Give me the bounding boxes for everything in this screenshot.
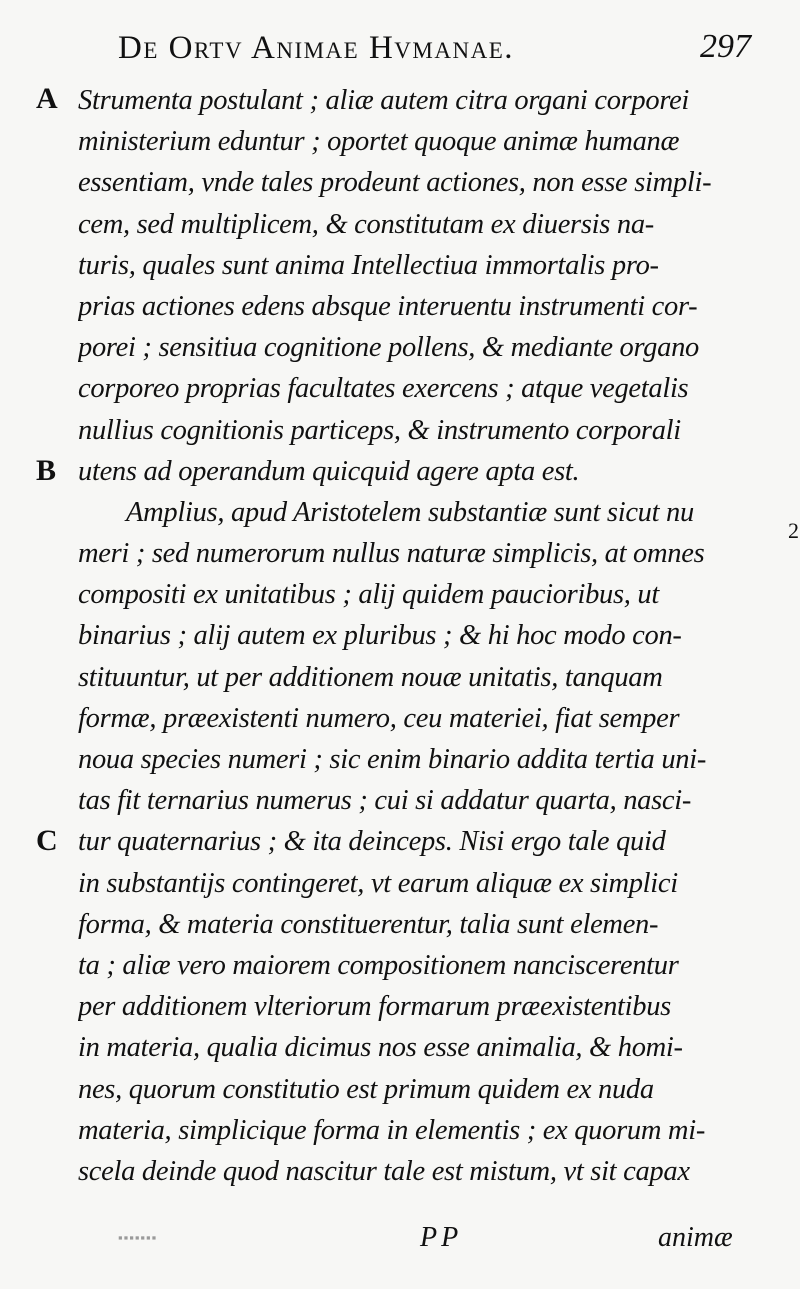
text-line: turis, quales sunt anima Intellectiua immortalis pro- [78, 249, 659, 281]
text-line: nullius cognitionis particeps, & instrumento corporali [78, 414, 681, 446]
text-line: tur quaternarius ; & ita deinceps. Nisi ergo tale quid [78, 826, 666, 858]
text-line: forma, & materia constituerentur, talia sunt elemen- [78, 908, 659, 940]
margin-letter-c: C [36, 824, 58, 857]
text-line: noua species numeri ; sic enim binario addita tertia uni- [78, 744, 707, 775]
text-line: ta ; aliæ vero maiorem compositionem nanciscerentur [78, 949, 679, 981]
text-line: per additionem vlteriorum formarum præexistentibus [78, 991, 671, 1023]
text-line: ministerium eduntur ; oportet quoque animæ humanæ [78, 126, 680, 158]
text-line: in substantijs contingeret, vt earum aliquæ ex simplici [78, 867, 678, 899]
library-stamp: ▪▪▪▪▪▪▪ [118, 1230, 158, 1245]
catchword: animæ [658, 1222, 733, 1253]
margin-letter-a: A [36, 82, 58, 115]
text-line: cem, sed multiplicem, & constitutam ex diuersis na- [78, 208, 654, 240]
body-text [78, 80, 778, 1192]
text-line: scela deinde quod nascitur tale est mistum, vt sit capax [78, 1155, 690, 1187]
signature-mark: PP [420, 1222, 463, 1253]
text-line: porei ; sensitiua cognitione pollens, & mediante organo [78, 332, 699, 364]
text-line: prias actiones edens absque interuentu instrumenti cor- [78, 290, 698, 322]
text-line: essentiam, vnde tales prodeunt actiones, non esse simpli- [78, 167, 712, 199]
text-line: stituuntur, ut per additionem nouæ unitatis, tanquam [78, 661, 663, 693]
paragraph-start-line: Amplius, apud Aristotelem substantiæ sunt sicut nu [126, 496, 694, 528]
text-line: nes, quorum constitutio est primum quidem ex nuda [78, 1073, 654, 1105]
text-line: utens ad operandum quicquid agere apta est. [78, 455, 580, 487]
page-number: 297 [700, 28, 751, 65]
text-line: meri ; sed numerorum nullus naturæ simplicis, at omnes [78, 538, 705, 570]
text-line: binarius ; alij autem ex pluribus ; & hi hoc modo con- [78, 620, 682, 652]
text-line: in materia, qualia dicimus nos esse animalia, & homi- [78, 1032, 683, 1064]
text-line: corporeo proprias facultates exercens ; atque vegetalis [78, 373, 689, 405]
text-line: tas fit ternarius numerus ; cui si addatur quarta, nasci- [78, 785, 692, 817]
text-line: compositi ex unitatibus ; alij quidem paucioribus, ut [78, 579, 659, 611]
text-line: Strumenta postulant ; aliæ autem citra organi corporei [78, 85, 690, 116]
margin-note: 2 [788, 518, 799, 543]
margin-letter-b: B [36, 454, 57, 487]
text-line: materia, simplicique forma in elementis ; ex quorum mi- [78, 1114, 706, 1146]
text-line: formæ, præexistenti numero, ceu materiei, fiat semper [78, 702, 680, 734]
running-head: De Ortv Animae Hvmanae. [118, 30, 514, 66]
